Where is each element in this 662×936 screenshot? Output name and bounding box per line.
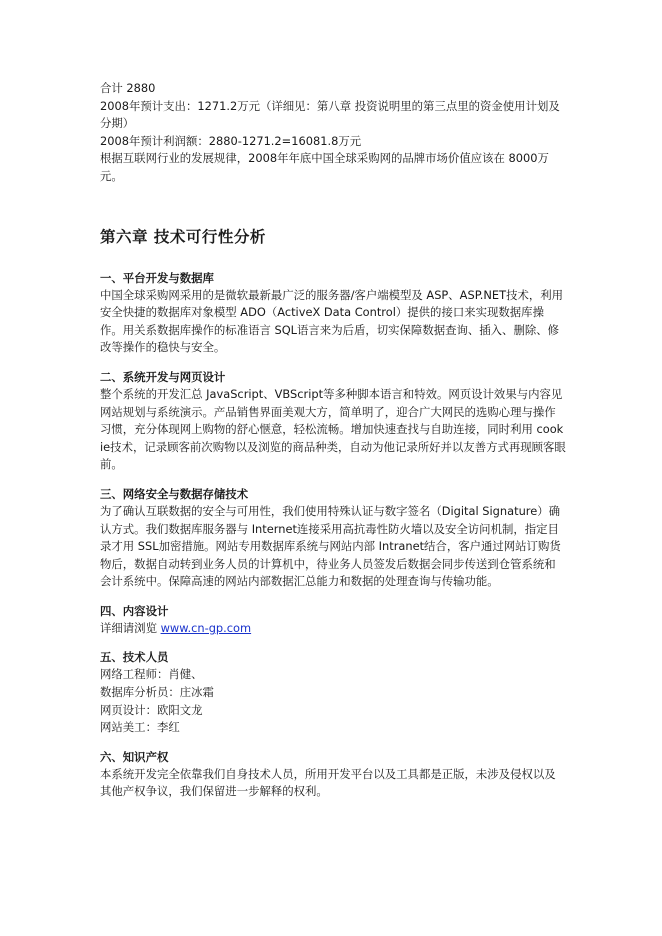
staff-network-engineer: 网络工程师：肖健、 [100,667,203,682]
section-heading: 二、系统开发与网页设计 [100,369,226,384]
intro-line-profit: 2008年预计利润额：2880-1271.2=16081.8万元 [100,133,362,148]
chapter-title: 第六章 技术可行性分析 [100,227,266,246]
staff-web-designer: 网页设计：欧阳文龙 [100,702,203,717]
section-content-design [100,602,566,638]
section-intellectual-property [100,748,566,801]
section-heading: 五、技术人员 [100,650,169,665]
section-body: 中国全球采购网采用的是微软最新最广泛的服务器/客户端模型及 ASP、ASP.NET技术，利用安全快捷的数据库对象模型 ADO（ActiveX Data Control）提供的接口来实现数据库操作。用关系数据库操作的标准语言 SQL语言来为后盾，切实保障数据查询、插入、删除、修改等操作的稳快与安全。 [100,287,564,355]
section-heading: 四、内容设计 [100,603,169,618]
intro-line-brand-value: 根据互联网行业的发展规律，2008年年底中国全球采购网的品牌市场价值应该在 8000万元。 [100,151,549,183]
staff-database-analyst: 数据库分析员：庄冰霜 [100,685,214,700]
section-platform-database [100,269,566,357]
section-body [100,620,566,638]
staff-web-artist: 网站美工：李红 [100,720,180,735]
section-heading: 三、网络安全与数据存储技术 [100,486,249,501]
section-system-web-design [100,368,566,474]
section-body: 整个系统的开发汇总 JavaScript、VBScript等多种脚本语言和特效。网页设计效果与内容见网站规划与系统演示。产品销售界面美观大方，简单明了，迎合广大网民的选购心理与操作习惯，充分体现网上购物的舒心惬意，轻松流畅。增加快速查找与自助连接，同时利用 cookie技术，记录顾客前次购物以及浏览的商品种类，自动为他记录所好并以友善方式再现顾客眼前。 [100,386,566,472]
section-heading: 六、知识产权 [100,749,169,764]
section-heading: 一、平台开发与数据库 [100,270,214,285]
intro-line-expense: 2008年预计支出：1271.2万元（详细见：第八章 投资说明里的第三点里的资金使用计划及分期） [100,98,560,131]
section-technical-staff [100,648,566,736]
section-body: 本系统开发完全依靠我们自身技术人员，所用开发平台以及工具都是正版，未涉及侵权以及其他产权争议，我们保留进一步解释的权利。 [100,766,556,799]
intro-line-total: 合计 2880 [100,81,156,95]
section-network-security [100,485,566,591]
intro-block [100,80,566,186]
section-body: 为了确认互联数据的安全与可用性，我们使用特殊认证与数字签名（Digital Signature）确认方式。我们数据库服务器与 Internet连接采用高抗毒性防火墙以及安全访问机制，指定目录才用 SSL加密措施。网站专用数据库系统与网站内部 Intranet结合，客户通过网站订购货物后，数据自动转到业务人员的计算机中，待业务人员签发后数据会同步传送到仓管系统和会计系统中。保障高速的网站内部数据汇总能力和数据的处理查询与传输功能。 [100,503,561,589]
website-link[interactable]: www.cn-gp.com [160,620,252,635]
browse-text: 详细请浏览 [100,620,161,635]
document-page [100,80,566,812]
